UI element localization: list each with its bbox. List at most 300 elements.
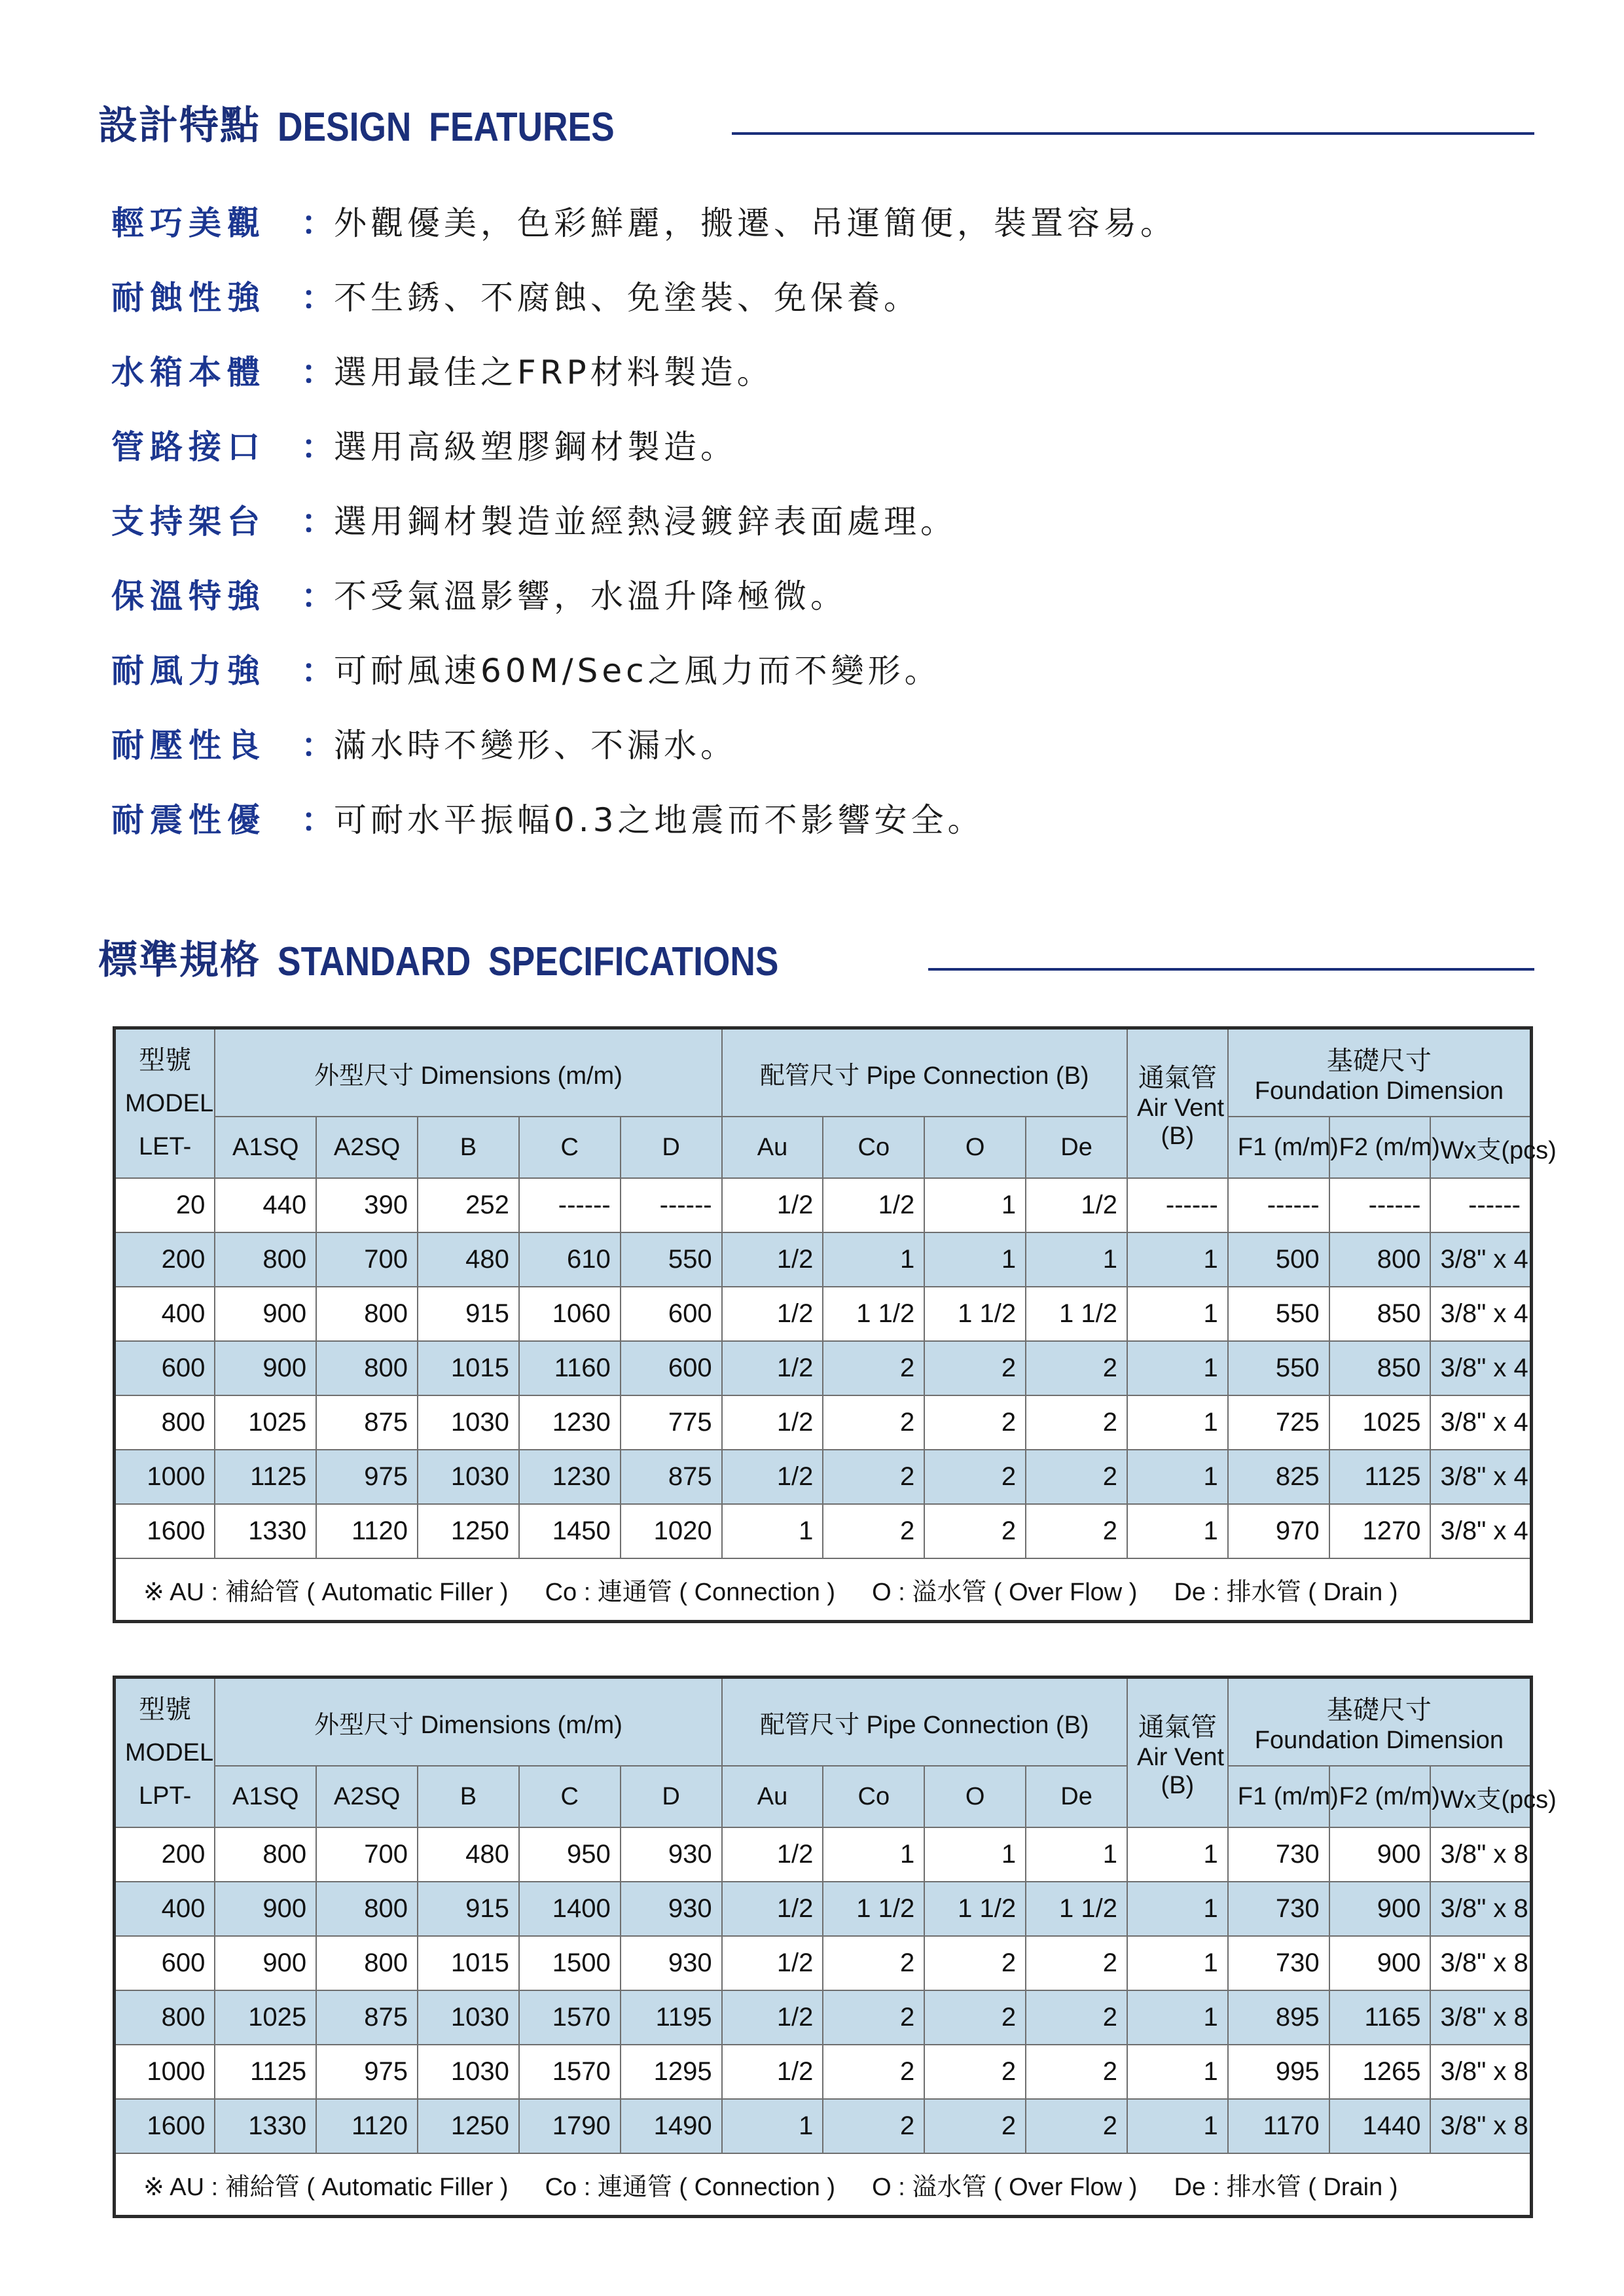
column-header: O bbox=[924, 1117, 1026, 1178]
table-cell: 3/8" x 8 bbox=[1430, 2045, 1531, 2099]
table-cell: 1025 bbox=[215, 1395, 316, 1450]
table-cell: 20 bbox=[115, 1178, 215, 1232]
table-cell: 900 bbox=[1329, 1936, 1431, 1990]
table-cell: 1 1/2 bbox=[1026, 1882, 1127, 1936]
feature-label: 支持架台 bbox=[111, 503, 266, 541]
feature-colon: ： bbox=[301, 577, 338, 615]
model-header-zh: 型號 bbox=[139, 1695, 192, 1725]
table-cell: 1 1/2 bbox=[823, 1882, 924, 1936]
feature-text: 滿水時不變形、不漏水。 bbox=[334, 726, 737, 764]
table-cell: ------ bbox=[1127, 1178, 1228, 1232]
table-cell: 1 bbox=[1127, 1882, 1228, 1936]
table-cell: 800 bbox=[316, 1882, 418, 1936]
column-header: A2SQ bbox=[316, 1117, 418, 1178]
table-cell: 930 bbox=[621, 1827, 722, 1882]
note-item: O : 溢水管 ( Over Flow ) bbox=[872, 1579, 1138, 1606]
table-cell: 1060 bbox=[519, 1287, 621, 1341]
column-header: A2SQ bbox=[316, 1766, 418, 1827]
table-cell: 2 bbox=[823, 1990, 924, 2045]
table-cell: ------ bbox=[519, 1178, 621, 1232]
table-cell: 1000 bbox=[115, 2045, 215, 2099]
table-cell: 2 bbox=[1026, 1990, 1127, 2045]
table-cell: 725 bbox=[1228, 1395, 1329, 1450]
table-cell: 3/8" x 8 bbox=[1430, 1936, 1531, 1990]
table-cell: ------ bbox=[1430, 1178, 1531, 1232]
foundation-header bbox=[1228, 1677, 1532, 1767]
column-header: F2 (m/m) bbox=[1329, 1117, 1431, 1178]
table-cell: 1 bbox=[1127, 1990, 1228, 2045]
table-cell: 2 bbox=[823, 1936, 924, 1990]
table-cell: 1 bbox=[1127, 1232, 1228, 1287]
table-cell: 1125 bbox=[1329, 1450, 1431, 1504]
feature-label: 保溫特強 bbox=[111, 577, 266, 615]
table-cell: 2 bbox=[924, 2045, 1026, 2099]
table-cell: 1 bbox=[1127, 1827, 1228, 1882]
feature-item bbox=[111, 183, 1177, 258]
table-cell: 3/8" x 4 bbox=[1430, 1341, 1531, 1395]
table-cell: 875 bbox=[316, 1990, 418, 2045]
table-cell: 800 bbox=[215, 1827, 316, 1882]
table-row bbox=[115, 1395, 1532, 1450]
table-cell: 200 bbox=[115, 1232, 215, 1287]
table-cell: 995 bbox=[1228, 2045, 1329, 2099]
table-row bbox=[115, 1827, 1532, 1882]
table-cell: 1125 bbox=[215, 1450, 316, 1504]
feature-label: 管路接口 bbox=[111, 428, 266, 466]
design-heading-zh: 設計特點 bbox=[98, 103, 261, 149]
table-cell: 2 bbox=[823, 1341, 924, 1395]
table-row bbox=[115, 1232, 1532, 1287]
table-cell: 1 bbox=[1127, 1504, 1228, 1558]
table-cell: 800 bbox=[115, 1395, 215, 1450]
table-row bbox=[115, 1936, 1532, 1990]
column-header: F1 (m/m) bbox=[1228, 1766, 1329, 1827]
table-row bbox=[115, 1504, 1532, 1558]
table-cell: 875 bbox=[621, 1450, 722, 1504]
model-header bbox=[115, 1677, 215, 1828]
table-cell: 1570 bbox=[519, 1990, 621, 2045]
table-cell: 1/2 bbox=[1026, 1178, 1127, 1232]
note-item: ※ AU : 補給管 ( Automatic Filler ) bbox=[143, 1579, 509, 1606]
air-vent-unit: (B) bbox=[1161, 1122, 1195, 1150]
feature-colon: ： bbox=[301, 204, 338, 242]
table-cell: 440 bbox=[215, 1178, 316, 1232]
design-heading-rule bbox=[732, 132, 1534, 135]
table-cell: 1 1/2 bbox=[823, 1287, 924, 1341]
table-cell: 550 bbox=[1228, 1287, 1329, 1341]
table-row bbox=[115, 1178, 1532, 1232]
spec-heading-rule bbox=[928, 968, 1534, 971]
column-header: De bbox=[1026, 1766, 1127, 1827]
table-cell: 1170 bbox=[1228, 2099, 1329, 2153]
table-cell: 900 bbox=[215, 1936, 316, 1990]
table-cell: 800 bbox=[1329, 1232, 1431, 1287]
column-header: Co bbox=[823, 1766, 924, 1827]
table-cell: 1000 bbox=[115, 1450, 215, 1504]
table-cell: 1440 bbox=[1329, 2099, 1431, 2153]
table-cell: 600 bbox=[115, 1936, 215, 1990]
note-item: Co : 連通管 ( Connection ) bbox=[545, 2174, 836, 2201]
table-cell: 1/2 bbox=[823, 1178, 924, 1232]
table-cell: 825 bbox=[1228, 1450, 1329, 1504]
table-cell: 730 bbox=[1228, 1882, 1329, 1936]
spec-heading-en: STANDARD SPECIFICATIONS bbox=[278, 939, 779, 984]
table-cell: 1160 bbox=[519, 1341, 621, 1395]
table-cell: 800 bbox=[215, 1232, 316, 1287]
table-cell: 730 bbox=[1228, 1936, 1329, 1990]
table-cell: 1 bbox=[924, 1232, 1026, 1287]
column-header: A1SQ bbox=[215, 1117, 316, 1178]
table-cell: 1020 bbox=[621, 1504, 722, 1558]
table-cell: 950 bbox=[519, 1827, 621, 1882]
feature-item bbox=[111, 482, 1177, 556]
table-cell: 1195 bbox=[621, 1990, 722, 2045]
table-cell: 1025 bbox=[1329, 1395, 1431, 1450]
feature-colon: ： bbox=[301, 428, 338, 466]
table-cell: 1030 bbox=[418, 1450, 519, 1504]
features-list bbox=[111, 183, 1177, 855]
column-header: Wx支(pcs) bbox=[1430, 1117, 1531, 1178]
table-cell: 3/8" x 8 bbox=[1430, 1882, 1531, 1936]
table-row bbox=[115, 1882, 1532, 1936]
table-cell: 1790 bbox=[519, 2099, 621, 2153]
table-row bbox=[115, 1990, 1532, 2045]
feature-item bbox=[111, 706, 1177, 780]
table-cell: 1 bbox=[1127, 2045, 1228, 2099]
table-cell: 1230 bbox=[519, 1395, 621, 1450]
table-row bbox=[115, 2099, 1532, 2153]
feature-item bbox=[111, 407, 1177, 482]
feature-label: 耐風力強 bbox=[111, 652, 266, 690]
table-cell: 1 1/2 bbox=[1026, 1287, 1127, 1341]
table-cell: 200 bbox=[115, 1827, 215, 1882]
table-cell: 2 bbox=[1026, 2045, 1127, 2099]
table-cell: 2 bbox=[1026, 2099, 1127, 2153]
table-cell: 1250 bbox=[418, 2099, 519, 2153]
foundation-en: Foundation Dimension bbox=[1254, 1077, 1504, 1105]
note-item: De : 排水管 ( Drain ) bbox=[1174, 2174, 1398, 2201]
table-cell: 610 bbox=[519, 1232, 621, 1287]
table-cell: 600 bbox=[115, 1341, 215, 1395]
dimensions-header: 外型尺寸 Dimensions (m/m) bbox=[215, 1677, 721, 1767]
feature-item bbox=[111, 332, 1177, 407]
table-cell: 400 bbox=[115, 1882, 215, 1936]
table-cell: 900 bbox=[215, 1341, 316, 1395]
feature-colon: ： bbox=[301, 726, 338, 764]
table-cell: 1230 bbox=[519, 1450, 621, 1504]
table-cell: 3/8" x 4 bbox=[1430, 1232, 1531, 1287]
table-row bbox=[115, 1341, 1532, 1395]
feature-label: 耐壓性良 bbox=[111, 726, 266, 764]
table-cell: 930 bbox=[621, 1882, 722, 1936]
table-cell: 500 bbox=[1228, 1232, 1329, 1287]
table-cell: 2 bbox=[823, 1504, 924, 1558]
dimensions-header: 外型尺寸 Dimensions (m/m) bbox=[215, 1028, 721, 1117]
table-cell: 875 bbox=[316, 1395, 418, 1450]
feature-text: 不受氣溫影響，水溫升降極微。 bbox=[334, 577, 847, 615]
table-cell: 1/2 bbox=[722, 1178, 823, 1232]
table-cell: 1 bbox=[722, 2099, 823, 2153]
table-cell: 1 bbox=[1127, 2099, 1228, 2153]
feature-text: 選用鋼材製造並經熱浸鍍鋅表面處理。 bbox=[334, 503, 957, 541]
table-cell: 1570 bbox=[519, 2045, 621, 2099]
feature-item bbox=[111, 780, 1177, 855]
table-cell: 3/8" x 8 bbox=[1430, 1827, 1531, 1882]
table-cell: 3/8" x 4 bbox=[1430, 1504, 1531, 1558]
table-cell: 2 bbox=[1026, 1936, 1127, 1990]
column-header: Wx支(pcs) bbox=[1430, 1766, 1531, 1827]
table-cell: 2 bbox=[1026, 1450, 1127, 1504]
table-cell: 800 bbox=[316, 1287, 418, 1341]
table-row bbox=[115, 2045, 1532, 2099]
table-cell: 1015 bbox=[418, 1936, 519, 1990]
table-row bbox=[115, 1287, 1532, 1341]
table-cell: 1330 bbox=[215, 2099, 316, 2153]
table-cell: 1 1/2 bbox=[924, 1882, 1026, 1936]
table-cell: 2 bbox=[823, 1450, 924, 1504]
table-cell: 550 bbox=[621, 1232, 722, 1287]
table-cell: 970 bbox=[1228, 1504, 1329, 1558]
column-header: B bbox=[418, 1766, 519, 1827]
column-header: B bbox=[418, 1117, 519, 1178]
table-cell: 1030 bbox=[418, 1395, 519, 1450]
model-prefix: LET- bbox=[139, 1133, 192, 1160]
table-cell: 400 bbox=[115, 1287, 215, 1341]
table-cell: 1 bbox=[1026, 1232, 1127, 1287]
table-cell: 2 bbox=[823, 2045, 924, 2099]
table-cell: 1/2 bbox=[722, 1341, 823, 1395]
table-cell: 480 bbox=[418, 1827, 519, 1882]
model-header bbox=[115, 1028, 215, 1179]
table-cell: 1 bbox=[1127, 1287, 1228, 1341]
table-cell: 1 bbox=[1127, 1341, 1228, 1395]
feature-colon: ： bbox=[301, 503, 338, 541]
column-header: C bbox=[519, 1766, 621, 1827]
table-cell: 1 bbox=[1127, 1450, 1228, 1504]
note-item: De : 排水管 ( Drain ) bbox=[1174, 1579, 1398, 1606]
feature-text: 選用高級塑膠鋼材製造。 bbox=[334, 428, 737, 466]
table-cell: 900 bbox=[1329, 1882, 1431, 1936]
table-cell: 1120 bbox=[316, 2099, 418, 2153]
table-cell: 975 bbox=[316, 1450, 418, 1504]
column-header: D bbox=[621, 1117, 722, 1178]
table-cell: 1265 bbox=[1329, 2045, 1431, 2099]
table-cell: 850 bbox=[1329, 1341, 1431, 1395]
table-cell: 1/2 bbox=[722, 1450, 823, 1504]
table-cell: 1 bbox=[1127, 1936, 1228, 1990]
note-item: Co : 連通管 ( Connection ) bbox=[545, 1579, 836, 1606]
air-vent-zh: 通氣管 bbox=[1138, 1712, 1217, 1742]
table-cell: 1/2 bbox=[722, 2045, 823, 2099]
column-header: Au bbox=[722, 1117, 823, 1178]
table-cell: 700 bbox=[316, 1232, 418, 1287]
spec-table bbox=[113, 1026, 1557, 1623]
feature-text: 可耐風速60M/Sec之風力而不變形。 bbox=[334, 652, 941, 690]
table-cell: 390 bbox=[316, 1178, 418, 1232]
feature-text: 選用最佳之FRP材料製造。 bbox=[334, 353, 774, 391]
table-cell: 1490 bbox=[621, 2099, 722, 2153]
model-header-en: MODEL bbox=[125, 1739, 214, 1767]
table-cell: 1295 bbox=[621, 2045, 722, 2099]
table-cell: 3/8" x 8 bbox=[1430, 2099, 1531, 2153]
table-cell: 1500 bbox=[519, 1936, 621, 1990]
table-cell: 1 bbox=[1127, 1395, 1228, 1450]
table-cell: 2 bbox=[823, 2099, 924, 2153]
table-cell: 1600 bbox=[115, 1504, 215, 1558]
feature-text: 外觀優美，色彩鮮麗，搬遷、吊運簡便，裝置容易。 bbox=[334, 204, 1177, 242]
spec-heading-zh: 標準規格 bbox=[98, 937, 261, 983]
model-header-zh: 型號 bbox=[139, 1045, 192, 1075]
table-cell: 700 bbox=[316, 1827, 418, 1882]
table-cell: 1 bbox=[722, 1504, 823, 1558]
table-cell: 600 bbox=[621, 1341, 722, 1395]
foundation-header bbox=[1228, 1028, 1532, 1117]
air-vent-unit: (B) bbox=[1161, 1771, 1195, 1799]
column-header: Co bbox=[823, 1117, 924, 1178]
table-cell: 1 bbox=[924, 1178, 1026, 1232]
table-cell: ------ bbox=[621, 1178, 722, 1232]
table-cell: 2 bbox=[1026, 1395, 1127, 1450]
column-header: F2 (m/m) bbox=[1329, 1766, 1431, 1827]
table-cell: 900 bbox=[1329, 1827, 1431, 1882]
table-cell: 900 bbox=[215, 1287, 316, 1341]
table-cell: 550 bbox=[1228, 1341, 1329, 1395]
design-heading-en: DESIGN FEATURES bbox=[278, 105, 615, 150]
table-cell: ------ bbox=[1228, 1178, 1329, 1232]
table-cell: 2 bbox=[1026, 1504, 1127, 1558]
feature-colon: ： bbox=[301, 353, 338, 391]
table-cell: 3/8" x 4 bbox=[1430, 1287, 1531, 1341]
model-prefix: LPT- bbox=[139, 1782, 192, 1810]
table-cell: 3/8" x 4 bbox=[1430, 1450, 1531, 1504]
table-cell: 915 bbox=[418, 1882, 519, 1936]
feature-label: 水箱本體 bbox=[111, 353, 266, 391]
feature-text: 不生銹、不腐蝕、免塗裝、免保養。 bbox=[334, 279, 920, 317]
standard-specifications-heading bbox=[98, 913, 860, 985]
column-header: A1SQ bbox=[215, 1766, 316, 1827]
table-cell: 850 bbox=[1329, 1287, 1431, 1341]
table-cell: 1015 bbox=[418, 1341, 519, 1395]
model-header-en: MODEL bbox=[125, 1090, 214, 1117]
table-cell: 1600 bbox=[115, 2099, 215, 2153]
table-cell: 1 bbox=[823, 1232, 924, 1287]
table-cell: 1/2 bbox=[722, 1232, 823, 1287]
feature-colon: ： bbox=[301, 652, 338, 690]
feature-item bbox=[111, 258, 1177, 332]
table-cell: 1 bbox=[823, 1827, 924, 1882]
air-vent-zh: 通氣管 bbox=[1138, 1062, 1217, 1093]
feature-item bbox=[111, 631, 1177, 706]
air-vent-header bbox=[1127, 1028, 1228, 1179]
table-cell: 800 bbox=[115, 1990, 215, 2045]
table-cell: 1/2 bbox=[722, 1287, 823, 1341]
table-cell: 895 bbox=[1228, 1990, 1329, 2045]
feature-item bbox=[111, 556, 1177, 631]
feature-label: 輕巧美觀 bbox=[111, 204, 266, 242]
feature-colon: ： bbox=[301, 801, 338, 839]
foundation-en: Foundation Dimension bbox=[1254, 1727, 1504, 1754]
table-cell: 600 bbox=[621, 1287, 722, 1341]
table-cell: 1 bbox=[1026, 1827, 1127, 1882]
air-vent-en: Air Vent bbox=[1136, 1743, 1225, 1771]
foundation-zh: 基礎尺寸 bbox=[1326, 1695, 1432, 1725]
column-header: C bbox=[519, 1117, 621, 1178]
table-cell: 3/8" x 4 bbox=[1430, 1395, 1531, 1450]
note-item: O : 溢水管 ( Over Flow ) bbox=[872, 2174, 1138, 2201]
table-cell: 480 bbox=[418, 1232, 519, 1287]
table-cell: 730 bbox=[1228, 1827, 1329, 1882]
table-cell: 1250 bbox=[418, 1504, 519, 1558]
table-cell: 1125 bbox=[215, 2045, 316, 2099]
table-cell: ------ bbox=[1329, 1178, 1431, 1232]
table-cell: 1025 bbox=[215, 1990, 316, 2045]
table-cell: 2 bbox=[924, 1395, 1026, 1450]
table-cell: 1270 bbox=[1329, 1504, 1431, 1558]
design-features-heading bbox=[98, 79, 669, 151]
table-cell: 1/2 bbox=[722, 1827, 823, 1882]
table-cell: 915 bbox=[418, 1287, 519, 1341]
table-cell: 1/2 bbox=[722, 1882, 823, 1936]
table-cell: 2 bbox=[823, 1395, 924, 1450]
table-cell: 1030 bbox=[418, 1990, 519, 2045]
column-header: De bbox=[1026, 1117, 1127, 1178]
table-cell: 2 bbox=[924, 1504, 1026, 1558]
table-cell: 1330 bbox=[215, 1504, 316, 1558]
pipe-connection-header: 配管尺寸 Pipe Connection (B) bbox=[722, 1028, 1127, 1117]
table-cell: 1400 bbox=[519, 1882, 621, 1936]
table-cell: 975 bbox=[316, 2045, 418, 2099]
feature-colon: ： bbox=[301, 279, 338, 317]
air-vent-en: Air Vent bbox=[1136, 1094, 1225, 1122]
table-cell: 2 bbox=[924, 1936, 1026, 1990]
spec-table bbox=[113, 1676, 1557, 2218]
abbreviation-note bbox=[115, 1558, 1532, 1622]
table-cell: 1165 bbox=[1329, 1990, 1431, 2045]
column-header: F1 (m/m) bbox=[1228, 1117, 1329, 1178]
table-cell: 800 bbox=[316, 1936, 418, 1990]
column-header: O bbox=[924, 1766, 1026, 1827]
column-header: Au bbox=[722, 1766, 823, 1827]
feature-text: 可耐水平振幅0.3之地震而不影響安全。 bbox=[334, 801, 984, 839]
table-cell: 2 bbox=[924, 1450, 1026, 1504]
abbreviation-note bbox=[115, 2153, 1532, 2217]
table-cell: 3/8" x 8 bbox=[1430, 1990, 1531, 2045]
table-cell: 1450 bbox=[519, 1504, 621, 1558]
table-cell: 1/2 bbox=[722, 1990, 823, 2045]
table-cell: 1 bbox=[924, 1827, 1026, 1882]
table-cell: 1 1/2 bbox=[924, 1287, 1026, 1341]
table-cell: 1120 bbox=[316, 1504, 418, 1558]
note-item: ※ AU : 補給管 ( Automatic Filler ) bbox=[143, 2174, 509, 2201]
table-cell: 2 bbox=[924, 1990, 1026, 2045]
table-cell: 252 bbox=[418, 1178, 519, 1232]
table-cell: 1030 bbox=[418, 2045, 519, 2099]
foundation-zh: 基礎尺寸 bbox=[1326, 1046, 1432, 1076]
pipe-connection-header: 配管尺寸 Pipe Connection (B) bbox=[722, 1677, 1127, 1767]
table-cell: 1/2 bbox=[722, 1395, 823, 1450]
table-cell: 2 bbox=[924, 2099, 1026, 2153]
table-cell: 775 bbox=[621, 1395, 722, 1450]
feature-label: 耐蝕性強 bbox=[111, 279, 266, 317]
air-vent-header bbox=[1127, 1677, 1228, 1828]
feature-label: 耐震性優 bbox=[111, 801, 266, 839]
table-cell: 2 bbox=[1026, 1341, 1127, 1395]
column-header: D bbox=[621, 1766, 722, 1827]
table-cell: 800 bbox=[316, 1341, 418, 1395]
table-cell: 2 bbox=[924, 1341, 1026, 1395]
table-cell: 930 bbox=[621, 1936, 722, 1990]
table-row bbox=[115, 1450, 1532, 1504]
